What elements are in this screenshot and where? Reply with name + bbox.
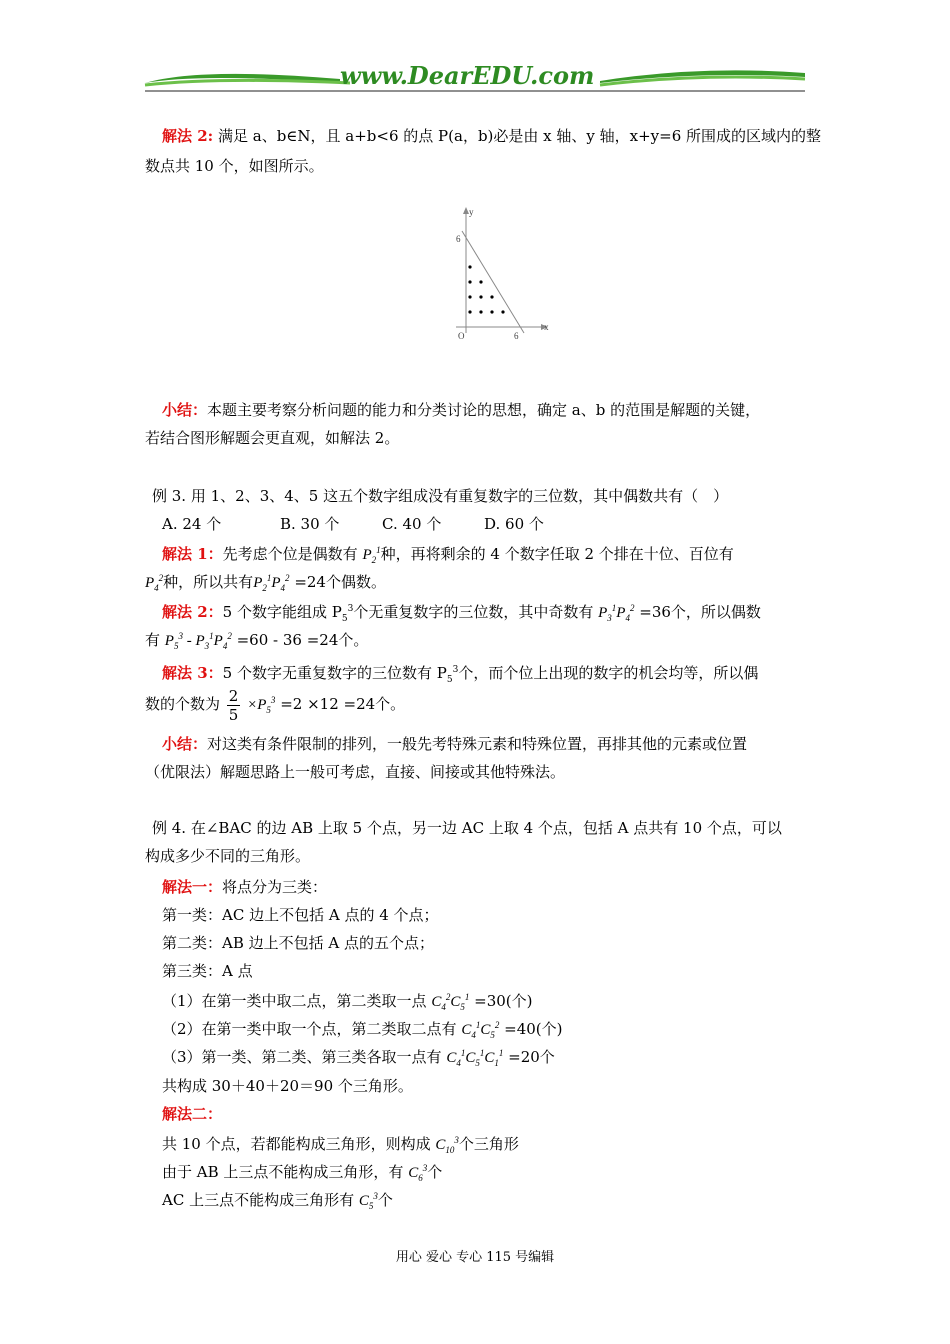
ex3-sol1-text-b: 种，再将剩余的 4 个数字任取 2 个排在十位、百位有	[380, 545, 734, 563]
summary1-text-1: 本题主要考察分析问题的能力和分类讨论的思想，确定 a、b 的范围是解题的关键，	[207, 401, 761, 419]
formula-p42: $P_4^2$	[145, 573, 164, 593]
ex3-sol2-label: 解法 2：	[162, 603, 223, 621]
ex3-sol2-line1: 解法 2：5 个数字能组成 $P_5^3$个无重复数字的三位数，其中奇数有 $P_3^1P_4^2 =36$个，所以偶数	[162, 603, 761, 624]
ex3-sol3-text-a: 5 个数字无重复数字的三位数有 P	[222, 664, 447, 682]
page-footer: 用心 爱心 专心 115 号编辑	[395, 1250, 555, 1265]
ex4-solB-label-text: 解法二：	[162, 1105, 223, 1123]
ex4-case3	[162, 1043, 555, 1073]
ex3-option-d: D. 60 个	[484, 515, 544, 533]
ex3-option-a: A. 24 个	[162, 515, 222, 533]
ex4-case1-value: =30(个)	[474, 992, 533, 1010]
ex4-solB-line2	[162, 1158, 442, 1188]
ex4-solB-line1	[162, 1130, 519, 1160]
ex4-case2	[162, 1015, 563, 1045]
ex3-sol2-text-e: =60 - 36 =24个。	[236, 631, 369, 649]
ex4-solB-line3	[162, 1186, 393, 1216]
formula-c41-c51-c11: $C_4^1C_5^1C_1^1$	[446, 1048, 504, 1068]
ex3-sol3-text-c: 数的个数为	[145, 695, 221, 713]
summary2-label: 小结：	[162, 735, 208, 753]
formula-c42-c51: $C_4^2C_5^1$	[431, 992, 470, 1012]
origin-label: O	[458, 331, 465, 341]
ex4-class3: 第三类：A 点	[162, 962, 253, 980]
ex4-case3-text: （3）第一类、第二类、第三类各取一点有	[162, 1048, 442, 1066]
ex4-class2: 第二类：AB 边上不包括 A 点的五个点；	[162, 934, 434, 952]
ex3-sol2-line2	[145, 626, 368, 656]
ex3-sol3-line1: 解法 3：5 个数字无重复数字的三位数有 $P_5^3$个，而个位上出现的数字的机会均等，所以偶	[162, 664, 759, 685]
fraction-denominator: 5	[228, 705, 239, 724]
site-logo-text: www.DearEDU.com	[340, 61, 595, 90]
ex3-sol1-line2	[145, 568, 386, 598]
ex3-sol3-label: 解法 3：	[162, 664, 223, 682]
summary1-label: 小结：	[162, 401, 208, 419]
fraction-two-fifths	[227, 687, 241, 724]
ex3-sol2-text-d: 有	[145, 631, 161, 649]
formula-c6-3: $C_6^3$	[408, 1163, 428, 1183]
formula-p21: $P_2^1$	[362, 545, 381, 565]
y-axis-label: y	[469, 207, 474, 217]
ex3-sol2-text-b: 个无重复数字的三位数，其中奇数有	[353, 603, 594, 621]
ex4-solB-label	[162, 1104, 222, 1124]
sol2-label: 解法 2:	[162, 127, 214, 145]
ex3-sol1-text-d: =24个偶数。	[294, 573, 386, 591]
ex4-case2-value: =40(个)	[504, 1020, 563, 1038]
ex4-case3-value: =20个	[508, 1048, 555, 1066]
ex4-class1: 第一类：AC 边上不包括 A 点的 4 个点；	[162, 906, 439, 924]
ex4-question-line1: 例 4. 在∠BAC 的边 AB 上取 5 个点，另一边 AC 上取 4 个点，包括 A 点共有 10 个点，可以	[152, 819, 782, 837]
formula-c10-3: $C_{10}^3$	[435, 1135, 459, 1155]
ex4-solB-text-1a: 共 10 个点，若都能构成三角形，则构成	[162, 1135, 431, 1153]
ex3-sol1-line1	[162, 540, 734, 570]
ex4-solB-text-2a: 由于 AB 上三点不能构成三角形，有	[162, 1163, 404, 1181]
ex3-sol3-text-d: =2 ×12 =24个。	[280, 695, 406, 713]
ex4-solB-text-1b: 个三角形	[458, 1135, 519, 1153]
formula-times-p53: $\times P_5^3$	[247, 695, 276, 715]
ex3-option-c: C. 40 个	[382, 515, 442, 533]
ex4-solB-text-3a: AC 上三点不能构成三角形有	[162, 1191, 355, 1209]
ex4-case1-text: （1）在第一类中取二点，第二类取一点	[162, 992, 427, 1010]
ex4-solB-text-3b: 个	[377, 1191, 393, 1209]
ex4-solA-label: 解法一：	[162, 878, 223, 896]
formula-p21-p42: $P_2^1P_4^2$	[253, 573, 290, 593]
ex3-sol1-label: 解法 1：	[162, 545, 223, 563]
y-tick-6: 6	[456, 234, 461, 244]
sol2-text-1: 满足 a、b∈N，且 a+b<6 的点 P(a，b)必是由 x 轴、y 轴，x+y=6 所围成的区域内的整	[217, 127, 822, 145]
sol2-intro-line1	[162, 126, 821, 146]
ex3-sol1-text-c: 种，所以共有	[163, 573, 254, 591]
page-header	[0, 55, 950, 95]
x-tick-6: 6	[514, 331, 519, 341]
ex3-option-b: B. 30 个	[280, 515, 340, 533]
ex3-sol3-line2	[145, 680, 405, 730]
summary1-line2: 若结合图形解题会更直观，如解法 2。	[145, 429, 400, 447]
ex3-sol2-text-a: 5 个数字能组成 P	[222, 603, 342, 621]
sol2-intro-line2: 数点共 10 个，如图所示。	[145, 157, 324, 175]
x-axis-label: x	[544, 322, 549, 332]
formula-c5-3: $C_5^3$	[358, 1191, 378, 1211]
summary2-line1	[162, 734, 747, 754]
ex4-case2-text: （2）在第一类中取一个点，第二类取二点有	[162, 1020, 457, 1038]
formula-c41-c52: $C_4^1C_5^2$	[461, 1020, 500, 1040]
ex4-solB-text-2b: 个	[427, 1163, 443, 1181]
ex3-question: 例 3. 用 1、2、3、4、5 这五个数字组成没有重复数字的三位数，其中偶数共有（ ）	[152, 487, 729, 505]
ex4-case1	[162, 987, 533, 1017]
ex3-sol2-text-c: =36个，所以偶数	[639, 603, 761, 621]
ex4-question-line2: 构成多少不同的三角形。	[145, 847, 311, 865]
formula-p31-p42: $P_3^1P_4^2$	[598, 603, 635, 623]
formula-p53-minus-p31p42: $P_5^3 - P_3^1P_4^2$	[164, 631, 232, 651]
ex3-sol1-text-a: 先考虑个位是偶数有	[222, 545, 358, 563]
ex4-total: 共构成 30＋40＋20＝90 个三角形。	[162, 1077, 413, 1095]
summary2-line2: （优限法）解题思路上一般可考虑，直接、间接或其他特殊法。	[145, 763, 566, 781]
summary2-text-1: 对这类有条件限制的排列，一般先考特殊元素和特殊位置，再排其他的元素或位置	[207, 735, 748, 753]
ex4-solA-text: 将点分为三类：	[222, 878, 328, 896]
summary1-line1	[162, 400, 760, 420]
ex4-solA-head	[162, 877, 327, 897]
fraction-numerator: 2	[228, 686, 239, 705]
lattice-points-figure	[448, 205, 558, 345]
ex3-sol3-text-b: 个，而个位上出现的数字的机会均等，所以偶	[458, 664, 759, 682]
